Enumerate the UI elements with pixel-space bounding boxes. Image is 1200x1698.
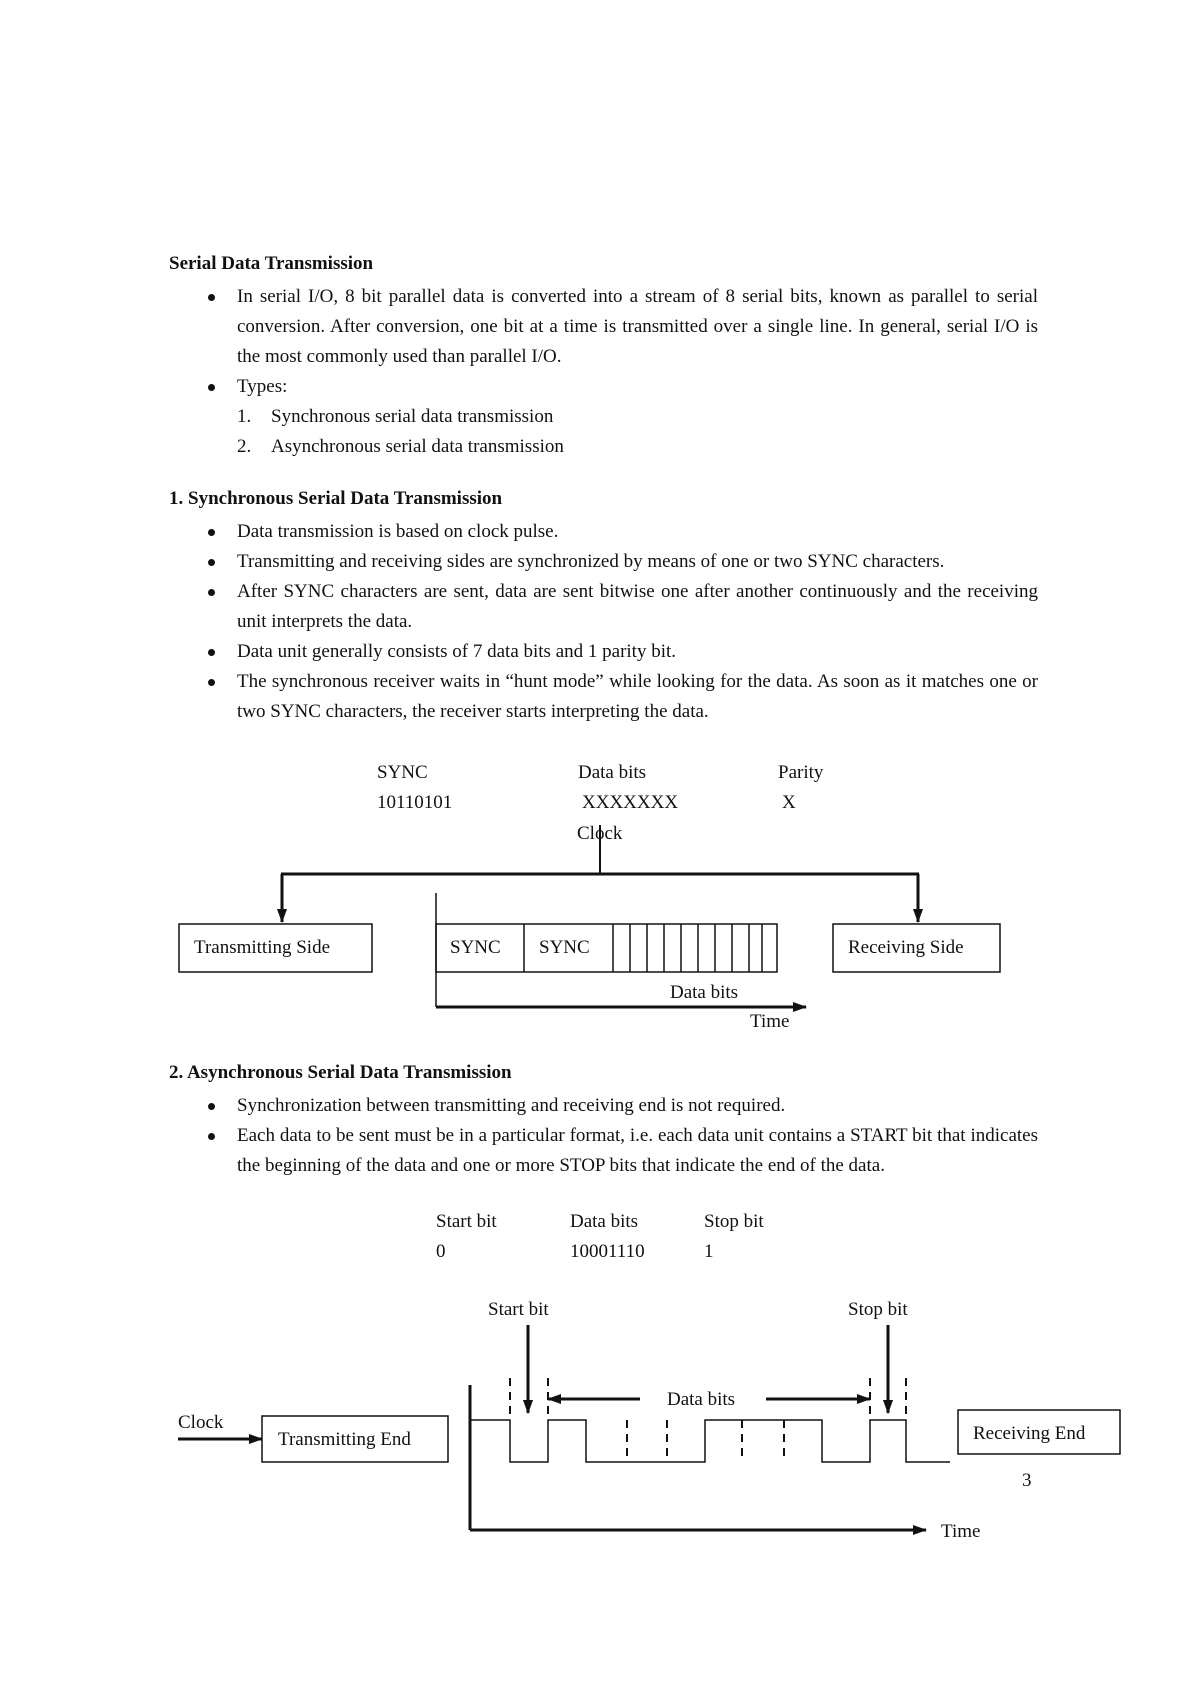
sync-databits-label: Data bits: [670, 982, 739, 1003]
receiving-side-label: Receiving Side: [848, 937, 964, 958]
sync-block-1-label: SYNC: [450, 937, 501, 958]
types-item-2: 2. Asynchronous serial data transmission: [237, 436, 564, 457]
section-title-async: 2. Asynchronous Serial Data Transmission: [169, 1062, 512, 1083]
transmitting-side-label: Transmitting Side: [194, 937, 331, 958]
list-item: Transmitting and receiving sides are synchronized by means of one or two SYNC characters.: [169, 547, 1038, 577]
list-item: Data transmission is based on clock pulse.: [169, 517, 1038, 547]
list-item: The synchronous receiver waits in “hunt mode” while looking for the data. As soon as it matches one or two SYNC characters, the receiver starts interpreting the data.: [169, 667, 1038, 727]
section-title-serial: Serial Data Transmission: [169, 253, 374, 274]
async-frame-header-start: Start bit: [436, 1211, 497, 1232]
types-item-1: 1. Synchronous serial data transmission: [237, 406, 554, 427]
list-item: Synchronization between transmitting and receiving end is not required.: [169, 1091, 1038, 1121]
async-frame-header-data: Data bits: [570, 1211, 639, 1232]
async-frame-value-data: 10001110: [570, 1241, 645, 1262]
async-frame-value-start: 0: [436, 1241, 446, 1262]
receiving-end-label: Receiving End: [973, 1423, 1086, 1444]
list-item: After SYNC characters are sent, data are sent bitwise one after another continuously and the receiving unit interprets the data.: [169, 577, 1038, 637]
page-number: 3: [1022, 1470, 1032, 1491]
sync-frame-header-data: Data bits: [578, 762, 647, 783]
sync-frame-value-parity: X: [782, 792, 796, 813]
transmitting-end-label: Transmitting End: [278, 1429, 411, 1450]
sync-clock-label: Clock: [577, 823, 623, 844]
sync-frame-header-parity: Parity: [778, 762, 824, 783]
sync-frame-value-sync: 10110101: [377, 792, 453, 813]
list-item: In serial I/O, 8 bit parallel data is converted into a stream of 8 serial bits, known as parallel to serial conversion. After conversion, one bit at a time is transmitted over a single line. In general, serial I/O is the most commonly used than parallel I/O.: [169, 282, 1038, 372]
list-item: Each data to be sent must be in a particular format, i.e. each data unit contains a START bit that indicates the beginning of the data and one or more STOP bits that indicate the end of the data.: [169, 1121, 1038, 1181]
sync-time-label: Time: [750, 1011, 790, 1032]
async-frame-value-stop: 1: [704, 1241, 714, 1262]
async-stop-bit-label: Stop bit: [848, 1299, 908, 1320]
section-title-sync: 1. Synchronous Serial Data Transmission: [169, 488, 503, 509]
sync-frame-header-sync: SYNC: [377, 762, 428, 783]
async-waveform: [470, 1420, 950, 1462]
sync-block-2-label: SYNC: [539, 937, 590, 958]
list-item: Data unit generally consists of 7 data bits and 1 parity bit.: [169, 637, 1038, 667]
async-frame-header-stop: Stop bit: [704, 1211, 764, 1232]
list-item: Types:: [169, 372, 1038, 402]
async-time-label: Time: [941, 1521, 981, 1542]
sync-frame-value-data: XXXXXXX: [582, 792, 679, 813]
async-clock-label: Clock: [178, 1412, 224, 1433]
async-databits-label: Data bits: [667, 1389, 736, 1410]
async-start-bit-label: Start bit: [488, 1299, 549, 1320]
